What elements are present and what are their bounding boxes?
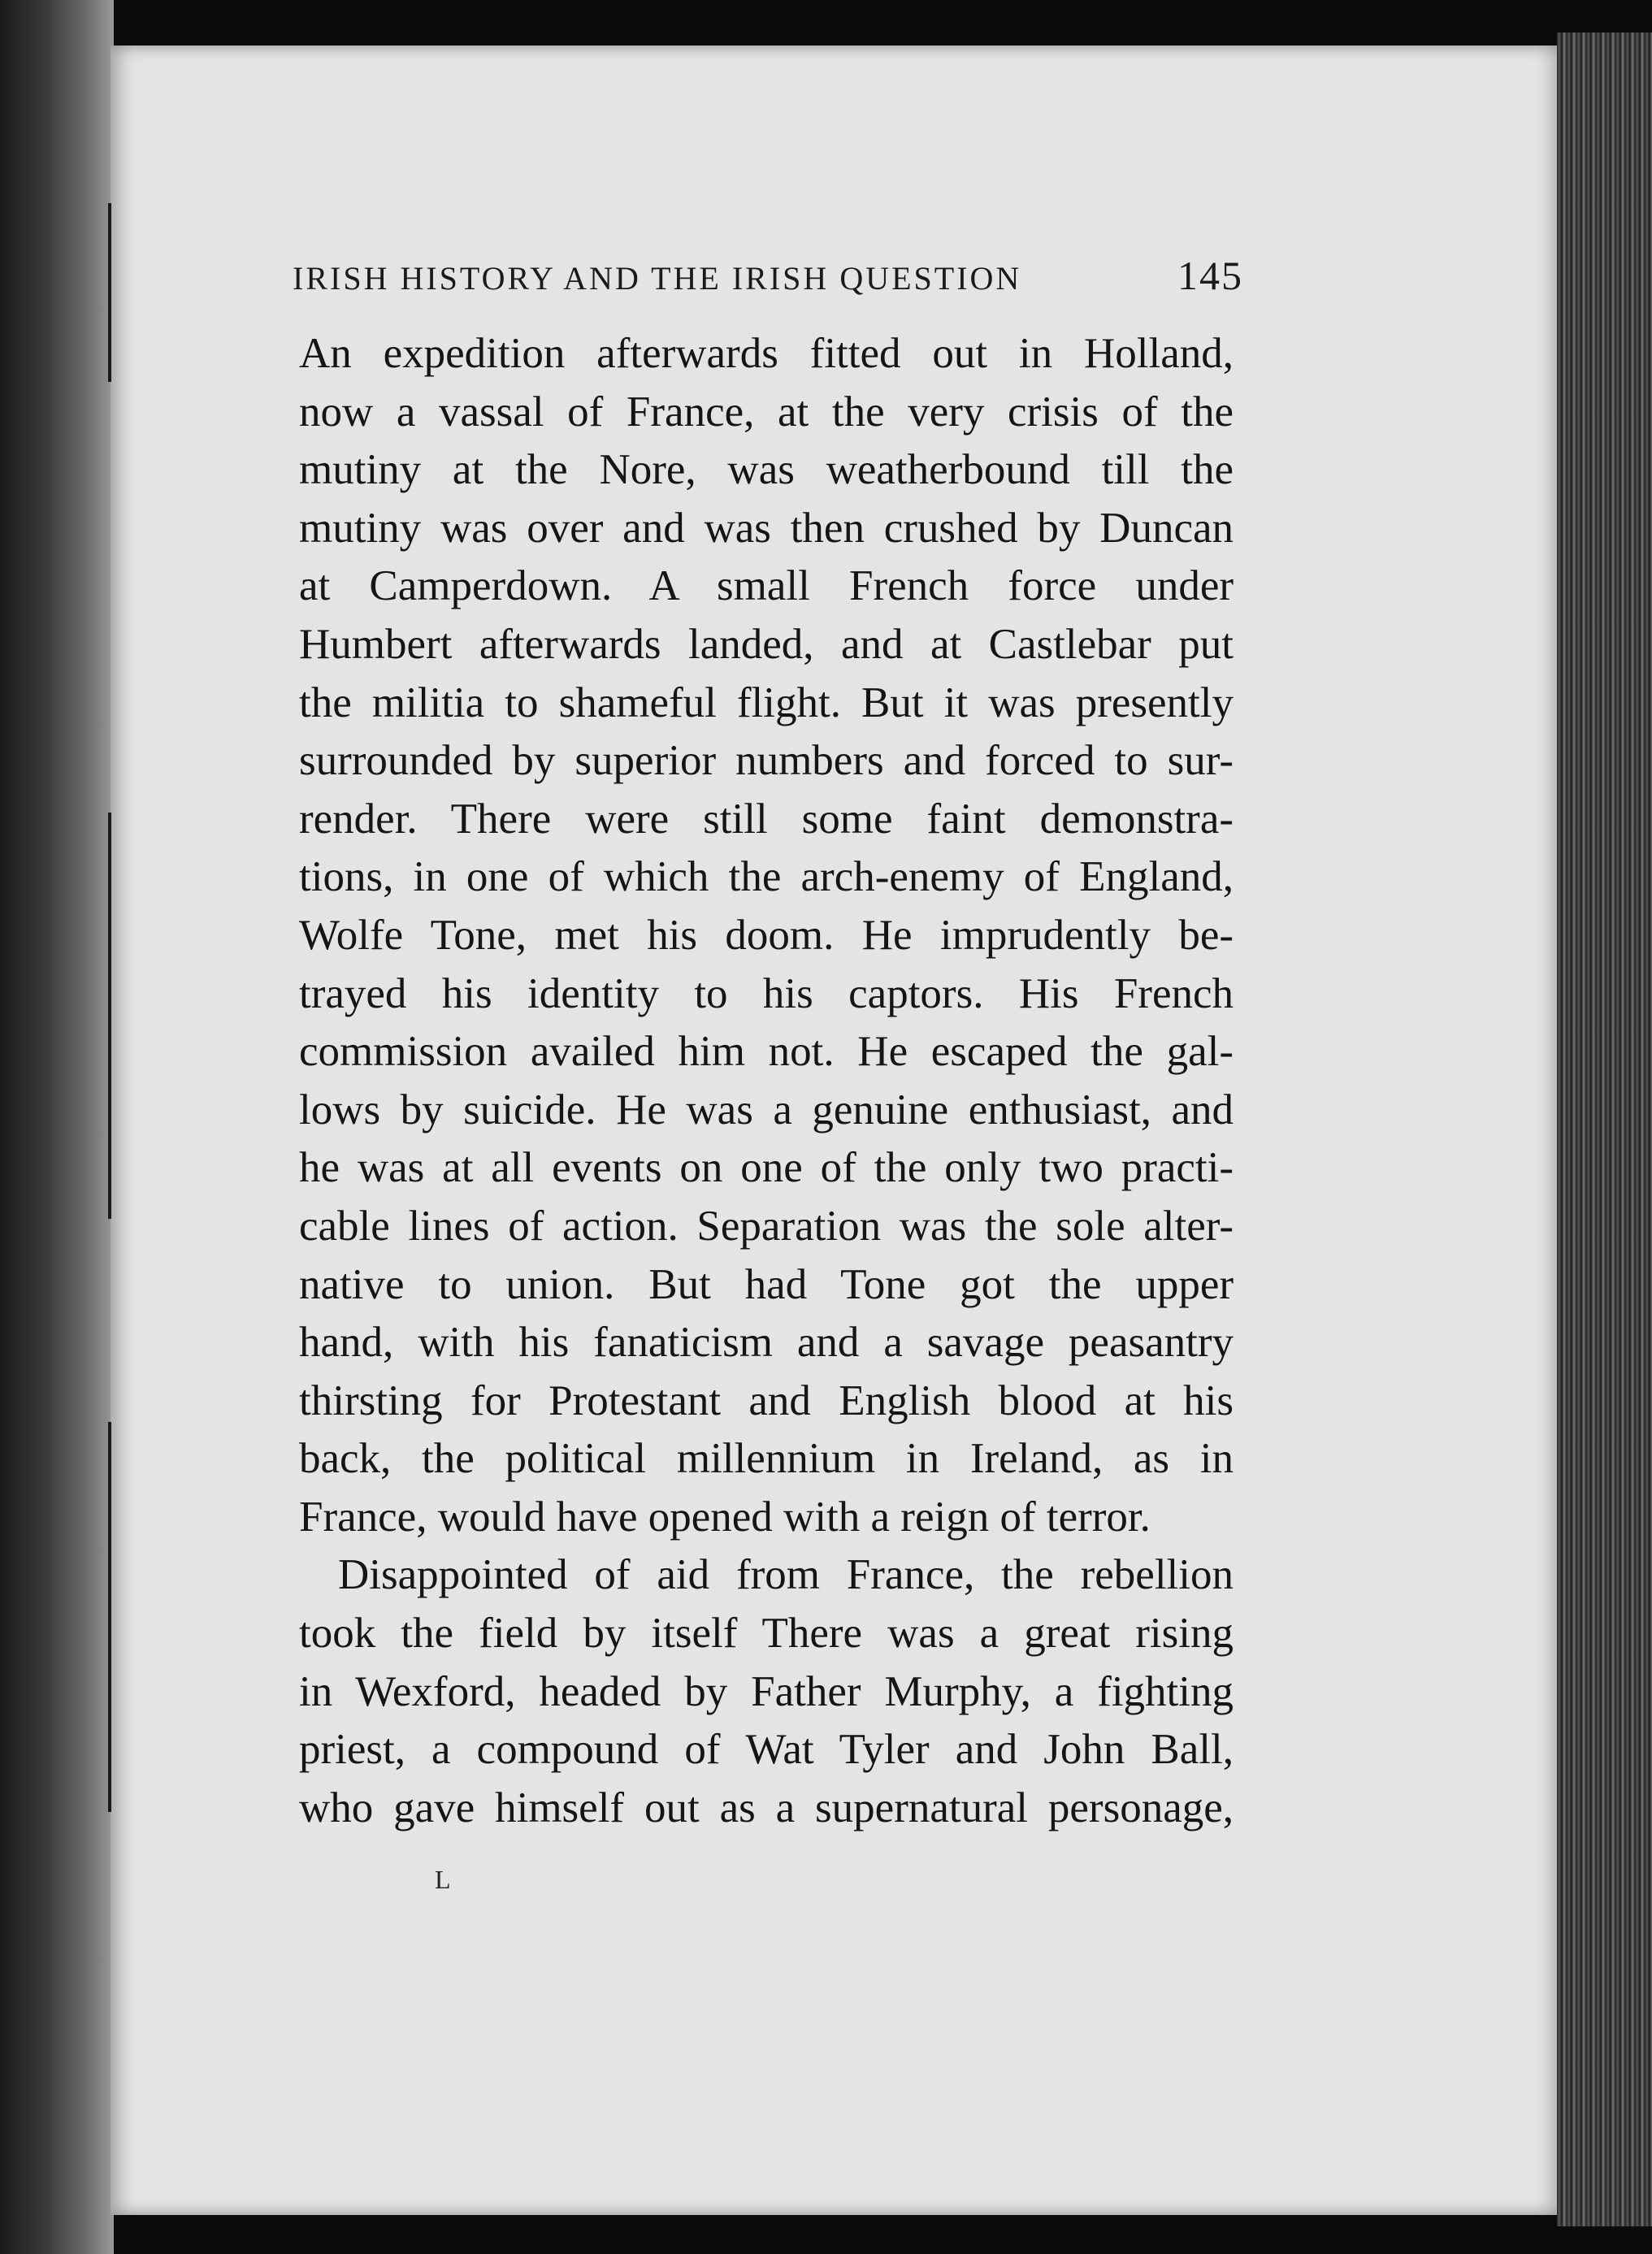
text-line: France, would have opened with a reign of terror. xyxy=(299,1493,1151,1541)
text-line: who gave himself out as a supernatural personage, xyxy=(299,1784,1234,1831)
text-line: thirsting for Protestant and English blood at his xyxy=(299,1376,1234,1424)
text-line: surrounded by superior numbers and forced to sur- xyxy=(299,737,1234,785)
text-line: native to union. But had Tone got the upper xyxy=(299,1260,1234,1308)
page-number: 145 xyxy=(1177,253,1243,298)
text-line: Wolfe Tone, met his doom. He imprudently be- xyxy=(299,911,1234,959)
gutter-shadow xyxy=(108,1422,111,1812)
text-line: Disappointed of aid from France, the rebellion xyxy=(338,1551,1234,1599)
text-line: An expedition afterwards fitted out in Holland, xyxy=(299,330,1234,377)
text-line: hand, with his fanaticism and a savage peasantry xyxy=(299,1319,1234,1367)
body-text xyxy=(299,325,1234,1837)
text-line: cable lines of action. Separation was the sole alter- xyxy=(299,1202,1234,1250)
text-line: in Wexford, headed by Father Murphy, a fighting xyxy=(299,1667,1234,1715)
text-line: Humbert afterwards landed, and at Castlebar put xyxy=(299,620,1234,668)
text-line: took the field by itself There was a great rising xyxy=(299,1610,1234,1658)
page-fore-edge xyxy=(1557,33,1652,2226)
text-line: mutiny at the Nore, was weatherbound till the xyxy=(299,446,1234,494)
left-page-edge xyxy=(0,0,114,2254)
running-title: IRISH HISTORY AND THE IRISH QUESTION xyxy=(293,260,1022,297)
running-head xyxy=(293,252,1243,301)
text-line: tions, in one of which the arch-enemy of England, xyxy=(299,853,1234,901)
text-line: he was at all events on one of the only two practi- xyxy=(299,1144,1234,1192)
text-line: trayed his identity to his captors. His French xyxy=(299,969,1234,1017)
text-line: at Camperdown. A small French force under xyxy=(299,562,1234,610)
gutter-shadow xyxy=(108,203,111,382)
text-line: lows by suicide. He was a genuine enthusiast, and xyxy=(299,1086,1234,1134)
text-line: the militia to shameful flight. But it was presently xyxy=(299,678,1234,726)
text-line: back, the political millennium in Ireland, as in xyxy=(299,1435,1234,1483)
signature-mark: L xyxy=(435,1865,451,1894)
text-line: now a vassal of France, at the very crisis of the xyxy=(299,388,1234,436)
gutter-shadow xyxy=(108,813,111,1219)
text-line: commission availed him not. He escaped the gal- xyxy=(299,1028,1234,1076)
text-line: priest, a compound of Wat Tyler and John Ball, xyxy=(299,1726,1234,1774)
text-line: mutiny was over and was then crushed by Duncan xyxy=(299,504,1234,552)
text-line: render. There were still some faint demonstra- xyxy=(299,795,1234,843)
